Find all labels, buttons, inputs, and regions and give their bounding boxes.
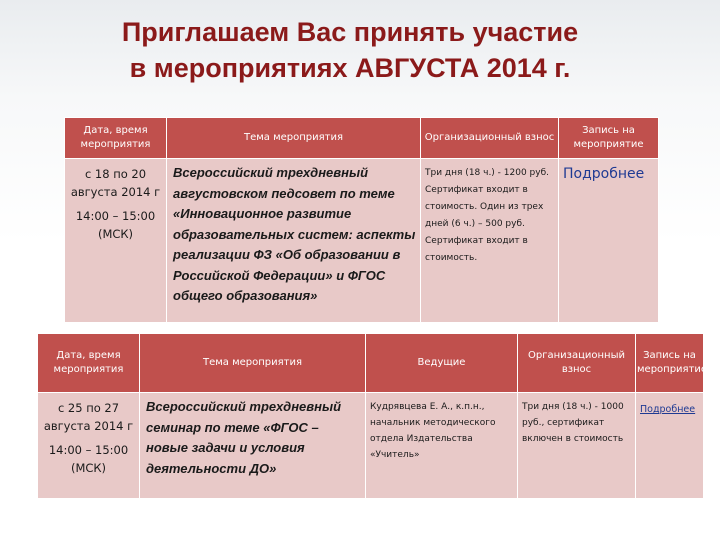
signup-cell	[559, 159, 659, 323]
event-time: 14:00 – 15:00	[75, 209, 156, 223]
title-line-2: в мероприятиях АВГУСТА 2014 г.	[129, 53, 571, 83]
title-line-1: Приглашаем Вас принять участие	[121, 17, 579, 47]
table-header-row	[38, 334, 704, 393]
event-date: с 18 по 20	[84, 167, 147, 181]
event-date-cell	[65, 159, 167, 323]
event-fee: Три дня (18 ч.) - 1200 руб. Сертификат входит в стоимость. Один из трех дней (6 ч.) – 500 руб. Сертификат входит в стоимость.	[421, 159, 559, 323]
header-topic: Тема мероприятия	[140, 334, 366, 393]
event-timezone: (МСК)	[97, 227, 134, 241]
header-signup: Запись на мероприятие	[559, 118, 659, 159]
details-link[interactable]: Подробнее	[563, 166, 645, 182]
event-time: 14:00 – 15:00	[48, 443, 129, 457]
details-link[interactable]: Подробнее	[640, 404, 696, 415]
header-fee: Организационный взнос	[518, 334, 636, 393]
event-date-cell	[38, 393, 140, 499]
event-date: с 25 по 27	[57, 401, 120, 415]
header-signup: Запись на мероприятие	[636, 334, 704, 393]
header-topic: Тема мероприятия	[167, 118, 421, 159]
event-date-month: августа 2014 г	[70, 185, 161, 199]
page-title	[40, 14, 660, 86]
event-table-1	[64, 117, 659, 323]
event-date-month: августа 2014 г	[43, 419, 134, 433]
header-host: Ведущие	[366, 334, 518, 393]
event-table-2	[37, 333, 708, 499]
header-date: Дата, время мероприятия	[65, 118, 167, 159]
signup-cell	[636, 393, 704, 499]
table-row	[38, 393, 704, 499]
table-row	[65, 159, 659, 323]
header-fee: Организационный взнос	[421, 118, 559, 159]
event-fee: Три дня (18 ч.) - 1000 руб., сертификат включен в стоимость	[518, 393, 636, 499]
event-topic: Всероссийский трехдневный августовском педсовет по теме «Инновационное развитие образовательных систем: аспекты реализации ФЗ «Об образовании в Российской Федерации» и ФГОС общего образования»	[167, 159, 421, 323]
event-timezone: (МСК)	[70, 461, 107, 475]
event-host: Кудрявцева Е. А., к.п.н., начальник методического отдела Издательства «Учитель»	[366, 393, 518, 499]
table-header-row	[65, 118, 659, 159]
event-topic: Всероссийский трехдневный семинар по теме «ФГОС – новые задачи и условия деятельности ДО»	[140, 393, 366, 499]
header-date: Дата, время мероприятия	[38, 334, 140, 393]
